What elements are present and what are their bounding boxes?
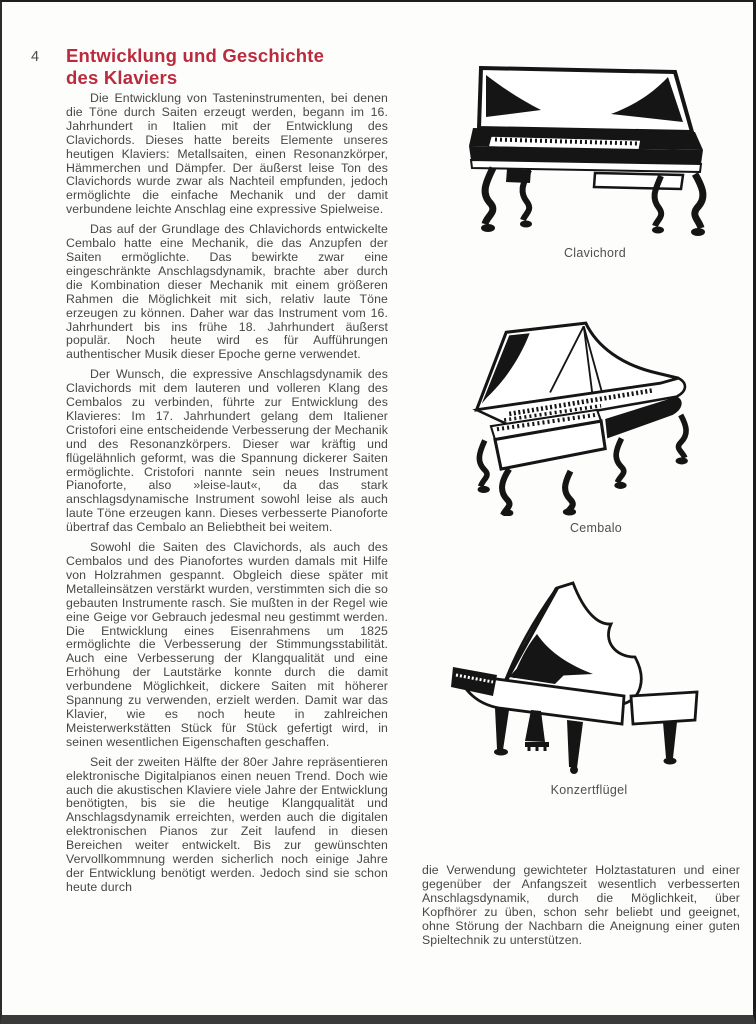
figure-caption-cembalo: Cembalo (569, 521, 623, 535)
clavichord-illustration (442, 60, 748, 238)
paragraph-cembalo: Das auf der Grundlage des Chlavichords entwickelte Cembalo hatte eine Mechanik, die das Anzupfen der Saiten ermöglichte. Das bewirkte zwar eine eingeschränkte Anschlagsdynamik, brachte aber durch die Kombination dieser Mechanik mit einem größeren Rahmen die Möglichkeit mit sich, relativ laute Töne erzeugen zu können. Daher war das Instrument vom 16. Jahrhundert bis ins frühe 18. Jahrhundert äußerst populär. Noch heute wird es für Aufführungen authentischer Musik dieser Epoche gerne verwendet. (66, 222, 388, 362)
figure-clavichord (442, 60, 748, 260)
paragraph-clavichord: Die Entwicklung von Tasteninstrumenten, bei denen die Töne durch Saiten erzeugt werden, begann im 16. Jahrhundert in Italien mit der Entwicklung des Clavichords. Dieses hatte bereits Elemente unseres heutigen Klaviers: Metallsaiten, einen Resonanzkörper, Hämmerchen und Dämpfer. Der äußerst leise Ton des Clavichords wurde zwar als Nachteil empfunden, jedoch ermöglichte die einfache Mechanik und der damit verbundene leichte Anschlag eine expressive Spielweise. (66, 91, 388, 217)
paragraph-continuation: die Verwendung gewichteter Holztastaturen und einer gegenüber der Anfangszeit wesentlich verbesserten Anschlagsdynamik, durch die Möglichkeit, über Kopfhörer zu üben, schon sehr beliebt und geeignet, ohne Störung der Nachbarn die Aneignung einer guten Spieltechnik zu unterstützen. (422, 863, 740, 947)
page-title-line1: Entwicklung und Geschichte (66, 45, 325, 66)
figure-caption-konzertfluegel: Konzertflügel (550, 783, 628, 797)
cembalo-illustration (448, 318, 744, 516)
main-text-column (66, 92, 388, 901)
figure-cembalo (448, 318, 744, 535)
paragraph-pianoforte: Der Wunsch, die expressive Anschlagsdynamik des Clavichords mit dem lauteren und volleren Klang des Cembalos zu verbinden, führte zur Entwicklung des Klavieres: Im 17. Jahrhundert gelang dem Italiener Cristofori eine entscheidende Verbesserung der Mechanik und des Resonanzkörpers. Dieser war kräftig und flügelähnlich geformt, was die Spannung dickerer Saiten ermöglichte. Cristofori nannte sein neues Instrument Pianoforte, also »leise-laut«, da das stark anschlagsdynamische Instrument sowohl leise als auch laute Töne erzeugen kann. Dieses verbesserte Pianoforte übertraf das Cembalo an Beliebtheit bei weitem. (66, 367, 388, 535)
page-title (66, 45, 396, 88)
konzertfluegel-illustration (436, 578, 742, 778)
paragraph-eisenrahmen: Sowohl die Saiten des Clavichords, als auch des Cembalos und des Pianofortes wurden damals mit Hilfe von Holzrahmen gespannt. Obgleich diese später mit Metalleinsätzen verstärkt wurden, verstimmten sich die so gebauten Instrumente rasch. Sie mußten in der Regel wie eine Geige vor Gebrauch jedesmal neu gestimmt werden. Die Entwicklung eines Eisenrahmens um 1825 ermöglichte die Verbesserung der Stimmungsstabilität. Auch eine Verbesserung der Klangqualität und eine Erhöhung der Lautstärke konnte durch die damit verbundene Möglichkeit, dickere Saiten mit höherer Spannung zu verwenden, erzielt werden. Damit war das Klavier, wie es noch heute in zahlreichen Meisterwerkstätten Stück für Stück gefertigt wird, in seinen wesentlichen Eigenschaften geschaffen. (66, 540, 388, 749)
figure-konzertfluegel (436, 578, 742, 797)
paragraph-digitalpianos: Seit der zweiten Hälfte der 80er Jahre repräsentieren elektronische Digitalpianos einen neuen Trend. Doch wie auch die akustischen Klaviere viele Jahre der Entwicklung benötigten, bis sie die heutige Klangqualität und Anschlagsdynamik erreichten, werden auch die digitalen elektronischen Pianos zur Zeit laufend in diesen Bereichen weiter entwickelt. Bis zur gewünschten Vervollkommnung werden sicherlich noch einige Jahre der Entwicklung benötigt werden. Jedoch sind sie schon heute durch (66, 754, 388, 894)
page-title-line2: des Klaviers (66, 66, 178, 88)
figure-caption-clavichord: Clavichord (563, 246, 627, 260)
page-number: 4 (31, 49, 40, 65)
